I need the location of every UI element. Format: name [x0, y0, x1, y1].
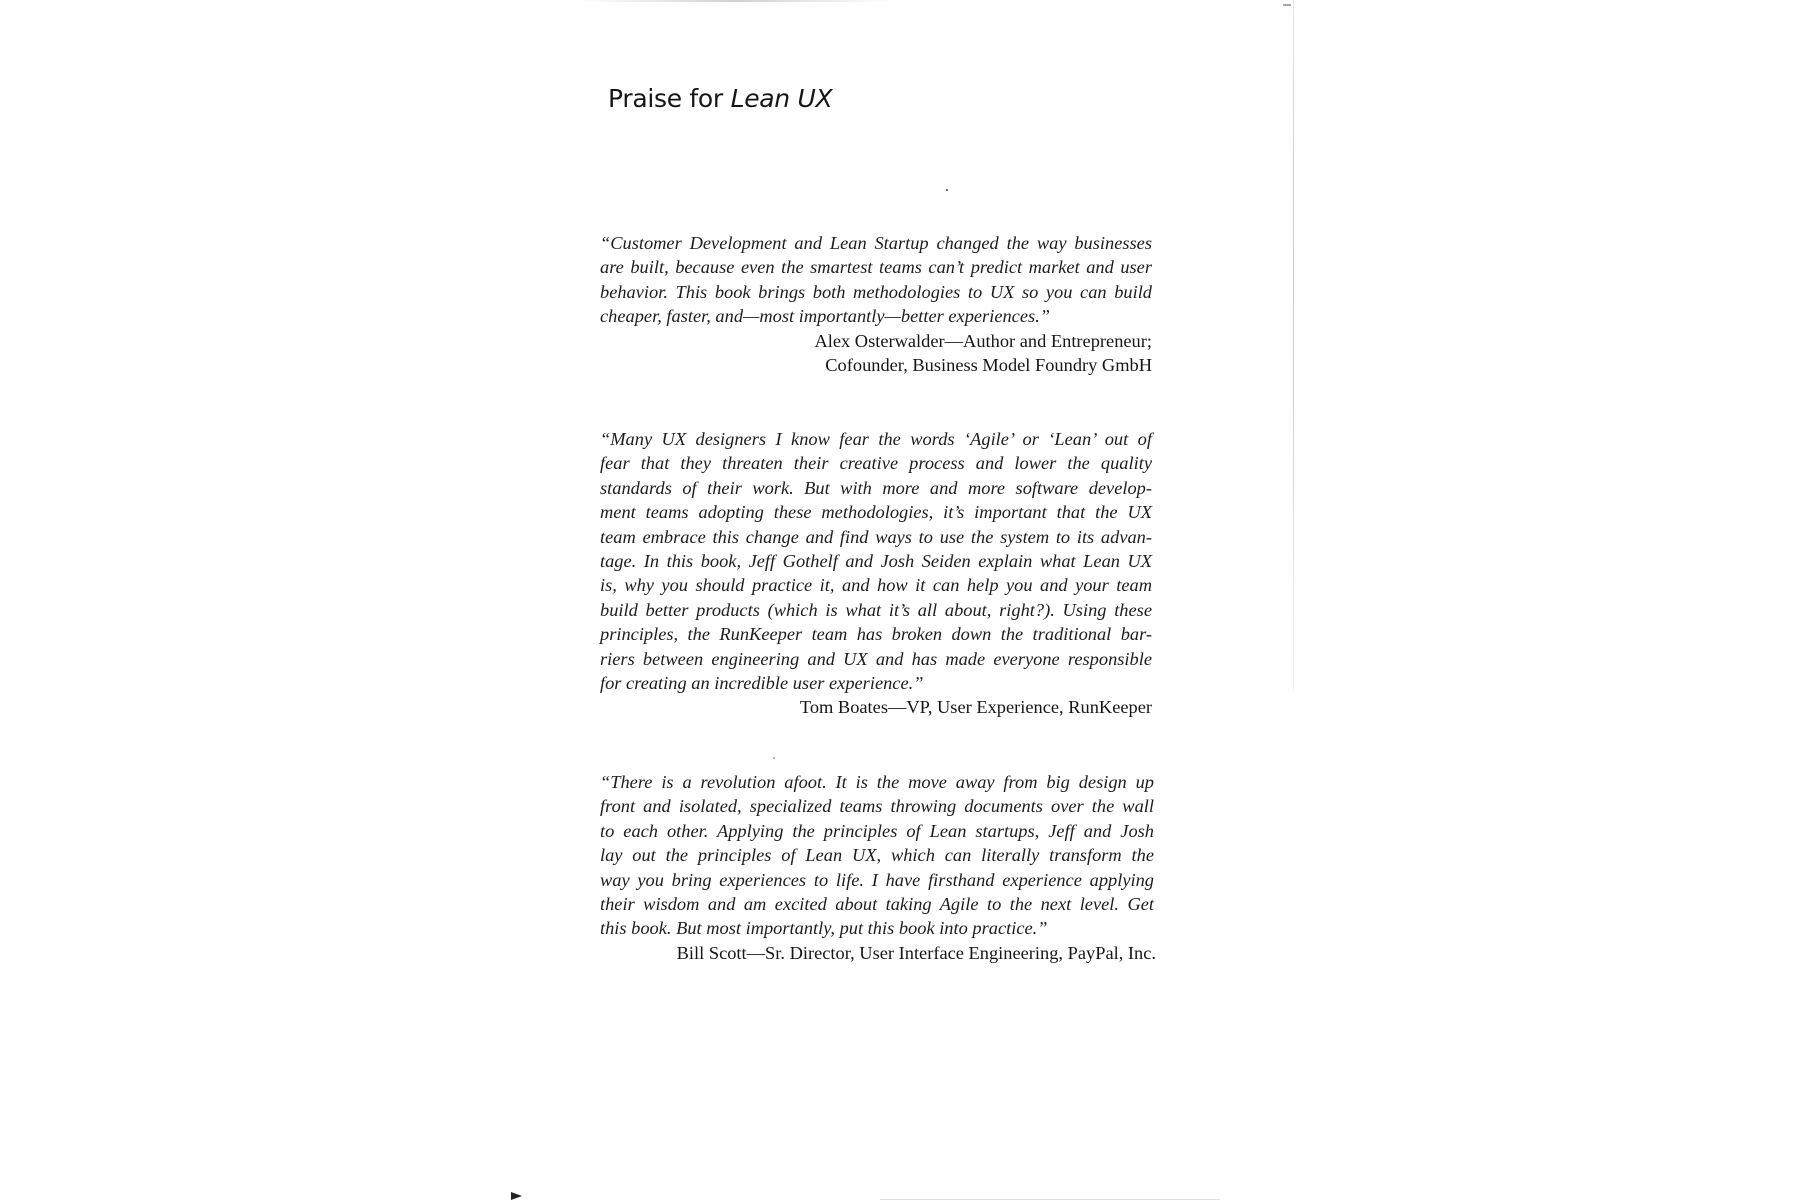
page-title [608, 84, 832, 113]
quote-line: cheaper, faster, and—most importantly—better experiences.” [600, 306, 1050, 327]
quote-line: this book. But most importantly, put this book into practice.” [600, 918, 1048, 939]
testimonial-attribution [600, 695, 1152, 719]
quote-line: team embrace this change and find ways to use the system to its advan- [600, 526, 1152, 547]
quote-line: lay out the principles of Lean UX, which can literally transform the [600, 845, 1154, 866]
page-title-prefix: Praise for [608, 84, 731, 113]
quote-line: tage. In this book, Jeff Gothelf and Josh Seiden explain what Lean UX [600, 551, 1152, 572]
quote-line: front and isolated, specialized teams throwing documents over the wall [600, 796, 1154, 817]
page-title-book: Lean UX [730, 84, 833, 113]
quote-line: their wisdom and am excited about taking Agile to the next level. Get [600, 894, 1154, 915]
quote-line: are built, because even the smartest teams can’t predict market and user [600, 257, 1152, 278]
testimonial-osterwalder [600, 231, 1152, 377]
scan-dot [946, 189, 948, 191]
quote-line: build better products (which is what it’s all about, right?). Using these [600, 599, 1152, 620]
testimonial-quote [600, 770, 1154, 941]
testimonial-attribution [600, 941, 1156, 965]
quote-line: principles, the RunKeeper team has broken down the traditional bar- [600, 624, 1152, 645]
quote-line: “Many UX designers I know fear the words ‘Agile’ or ‘Lean’ out of [600, 429, 1152, 449]
scan-speck [1283, 4, 1291, 6]
testimonial-attribution [600, 329, 1152, 378]
attribution-line: Cofounder, Business Model Foundry GmbH [825, 355, 1152, 376]
quote-line: standards of their work. But with more and more software develop- [600, 477, 1152, 498]
scan-edge-top [575, 0, 895, 2]
quote-line: ment teams adopting these methodologies, it’s important that the UX [600, 502, 1152, 523]
testimonial-boates [600, 427, 1152, 720]
testimonial-quote [600, 231, 1152, 329]
quote-line: is, why you should practice it, and how it can help you and your team [600, 575, 1152, 596]
quote-line: riers between engineering and UX and has made everyone responsible [600, 648, 1152, 669]
attribution-line: Bill Scott—Sr. Director, User Interface Engineering, PayPal, Inc. [676, 942, 1156, 963]
scan-arrow-mark [511, 1192, 522, 1200]
quote-line: “Customer Development and Lean Startup changed the way businesses [600, 233, 1152, 253]
quote-line: behavior. This book brings both methodologies to UX so you can build [600, 281, 1152, 302]
page-edge-right [1293, 0, 1294, 690]
quote-line: for creating an incredible user experience.” [600, 673, 924, 694]
attribution-line: Alex Osterwalder—Author and Entrepreneur; [814, 330, 1152, 351]
quote-line: fear that they threaten their creative process and lower the quality [600, 453, 1152, 474]
testimonial-scott [600, 770, 1154, 965]
quote-line: to each other. Applying the principles of Lean startups, Jeff and Josh [600, 820, 1154, 841]
scan-dot [773, 757, 775, 759]
quote-line: “There is a revolution afoot. It is the move away from big design up [600, 772, 1154, 792]
attribution-line: Tom Boates—VP, User Experience, RunKeeper [799, 697, 1152, 718]
testimonial-quote [600, 427, 1152, 695]
quote-line: way you bring experiences to life. I have firsthand experience applying [600, 869, 1154, 890]
